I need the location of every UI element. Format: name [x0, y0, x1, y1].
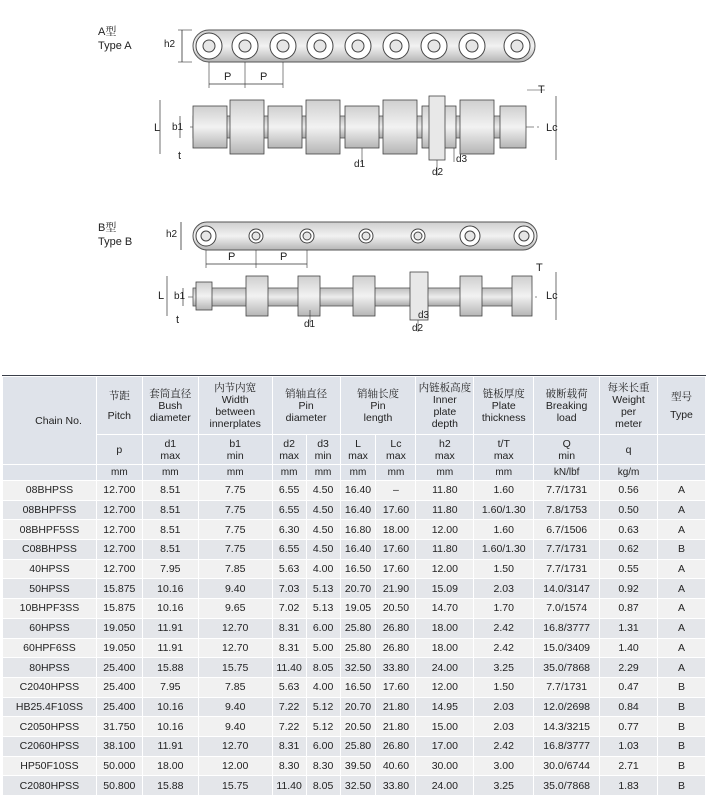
unit-weight: kg/m — [600, 465, 658, 481]
table-cell: 9.40 — [198, 697, 272, 717]
table-cell: 15.88 — [142, 776, 198, 796]
table-cell: 7.75 — [198, 540, 272, 560]
table-cell: 1.60/1.30 — [474, 500, 534, 520]
table-cell: 15.00 — [416, 717, 474, 737]
table-cell: 5.13 — [306, 579, 340, 599]
table-cell: B — [658, 717, 706, 737]
unit-d2: mm — [272, 465, 306, 481]
table-cell: 8.51 — [142, 520, 198, 540]
table-cell: 18.00 — [142, 756, 198, 776]
table-cell: B — [658, 540, 706, 560]
table-cell: 9.65 — [198, 599, 272, 619]
table-cell: 7.8/1753 — [534, 500, 600, 520]
type-b-label-en: Type B — [98, 236, 133, 248]
header-breaking-load: 破断载荷 Breaking load — [534, 377, 600, 435]
table-cell: 8.30 — [306, 756, 340, 776]
table-cell: 2.42 — [474, 638, 534, 658]
table-cell: 11.91 — [142, 618, 198, 638]
type-a-label-cn: A型 — [98, 26, 117, 38]
table-cell: 2.03 — [474, 579, 534, 599]
table-row — [3, 618, 706, 638]
table-cell: 15.75 — [198, 658, 272, 678]
table-cell: B — [658, 736, 706, 756]
unit-l: mm — [340, 465, 376, 481]
table-cell: A — [658, 520, 706, 540]
type-a-side-view — [178, 30, 535, 88]
table-cell: 12.700 — [96, 559, 142, 579]
table-cell: 6.55 — [272, 540, 306, 560]
table-cell: 16.8/3777 — [534, 618, 600, 638]
table-cell: 11.80 — [416, 500, 474, 520]
table-cell: 0.62 — [600, 540, 658, 560]
table-cell: 17.60 — [376, 559, 416, 579]
table-cell: 10.16 — [142, 579, 198, 599]
table-cell: 6.00 — [306, 736, 340, 756]
table-cell: 14.70 — [416, 599, 474, 619]
table-cell: 7.75 — [198, 481, 272, 501]
table-cell: 16.40 — [340, 540, 376, 560]
chain-no-cell: C2080HPSS — [3, 776, 97, 796]
table-cell: 35.0/7868 — [534, 658, 600, 678]
table-cell: 14.3/3215 — [534, 717, 600, 737]
table-cell: A — [658, 599, 706, 619]
table-row — [3, 520, 706, 540]
sym-d2: d2 max — [272, 435, 306, 465]
table-row — [3, 756, 706, 776]
table-row — [3, 736, 706, 756]
table-cell: 7.7/1731 — [534, 559, 600, 579]
dim-d2-b: d2 — [412, 323, 424, 334]
sym-pitch: p — [96, 435, 142, 465]
table-cell: 9.40 — [198, 717, 272, 737]
table-cell: 1.31 — [600, 618, 658, 638]
table-cell: 5.63 — [272, 559, 306, 579]
table-cell: 1.60/1.30 — [474, 540, 534, 560]
table-cell: 0.84 — [600, 697, 658, 717]
table-cell: 35.0/7868 — [534, 776, 600, 796]
table-cell: A — [658, 500, 706, 520]
unit-chain — [3, 465, 97, 481]
table-cell: 26.80 — [376, 638, 416, 658]
table-cell: 25.400 — [96, 658, 142, 678]
chain-no-cell: 10BHPF3SS — [3, 599, 97, 619]
unit-pitch: mm — [96, 465, 142, 481]
table-cell: 20.70 — [340, 697, 376, 717]
table-cell: 12.70 — [198, 638, 272, 658]
table-row — [3, 599, 706, 619]
dim-d1-a: d1 — [354, 159, 366, 170]
table-cell: B — [658, 756, 706, 776]
table-row — [3, 481, 706, 501]
table-cell: 11.80 — [416, 481, 474, 501]
dim-d3-b: d3 — [418, 310, 430, 321]
table-cell: 7.0/1574 — [534, 599, 600, 619]
table-cell: 0.55 — [600, 559, 658, 579]
table-cell: B — [658, 697, 706, 717]
table-cell: 8.05 — [306, 776, 340, 796]
table-cell: 2.42 — [474, 736, 534, 756]
dim-d2-a: d2 — [432, 167, 444, 178]
table-row — [3, 638, 706, 658]
table-cell: A — [658, 481, 706, 501]
table-cell: 15.0/3409 — [534, 638, 600, 658]
table-cell: 7.85 — [198, 559, 272, 579]
unit-h2: mm — [416, 465, 474, 481]
table-cell: 11.80 — [416, 540, 474, 560]
sym-d3: d3 min — [306, 435, 340, 465]
table-cell: 12.00 — [198, 756, 272, 776]
table-cell: 12.700 — [96, 500, 142, 520]
header-plate-thickness: 链板厚度 Plate thickness — [474, 377, 534, 435]
table-cell: 0.47 — [600, 677, 658, 697]
table-cell: 12.700 — [96, 520, 142, 540]
dim-lc-a: Lc — [546, 122, 558, 134]
table-cell: 0.63 — [600, 520, 658, 540]
table-cell: 12.00 — [416, 520, 474, 540]
table-cell: 11.91 — [142, 736, 198, 756]
table-cell: 6.30 — [272, 520, 306, 540]
table-row — [3, 697, 706, 717]
dim-t-upper-b: T — [536, 262, 543, 274]
table-cell: 8.05 — [306, 658, 340, 678]
unit-lc: mm — [376, 465, 416, 481]
chain-no-cell: 40HPSS — [3, 559, 97, 579]
table-cell: 15.875 — [96, 599, 142, 619]
table-cell: 6.55 — [272, 500, 306, 520]
sym-inner-width: b1 min — [198, 435, 272, 465]
sym-load: Q min — [534, 435, 600, 465]
table-cell: 1.40 — [600, 638, 658, 658]
table-cell: 16.8/3777 — [534, 736, 600, 756]
table-row — [3, 559, 706, 579]
table-cell: 16.50 — [340, 559, 376, 579]
table-cell: 33.80 — [376, 776, 416, 796]
dim-h2-a: h2 — [164, 39, 176, 50]
table-cell: 15.88 — [142, 658, 198, 678]
table-cell: 20.70 — [340, 579, 376, 599]
table-cell: 12.0/2698 — [534, 697, 600, 717]
dim-b1-a: b1 — [172, 122, 184, 133]
table-cell: 10.16 — [142, 599, 198, 619]
table-cell: 6.7/1506 — [534, 520, 600, 540]
table-cell: 4.00 — [306, 677, 340, 697]
type-b-label-cn: B型 — [98, 222, 117, 234]
chain-no-cell: 50HPSS — [3, 579, 97, 599]
table-cell: 24.00 — [416, 776, 474, 796]
table-cell: A — [658, 638, 706, 658]
table-cell: 18.00 — [416, 638, 474, 658]
table-cell: 17.60 — [376, 677, 416, 697]
table-cell: 12.70 — [198, 736, 272, 756]
table-cell: 0.50 — [600, 500, 658, 520]
sym-lc: Lc max — [376, 435, 416, 465]
type-a-label-en: Type A — [98, 40, 132, 52]
table-cell: 5.00 — [306, 638, 340, 658]
table-cell: 17.60 — [376, 540, 416, 560]
table-cell: 12.70 — [198, 618, 272, 638]
table-cell: 2.03 — [474, 717, 534, 737]
sym-type — [658, 435, 706, 465]
chain-no-cell: C2050HPSS — [3, 717, 97, 737]
table-cell: 50.000 — [96, 756, 142, 776]
table-cell: 14.0/3147 — [534, 579, 600, 599]
table-cell: 16.40 — [340, 481, 376, 501]
sym-l: L max — [340, 435, 376, 465]
chain-no-cell: 60HPSS — [3, 618, 97, 638]
header-inner-width: 内节内宽 Width between innerplates — [198, 377, 272, 435]
table-cell: 20.50 — [340, 717, 376, 737]
header-pin-length: 销轴长度 Pin length — [340, 377, 416, 435]
table-cell: 19.050 — [96, 618, 142, 638]
table-cell: 0.56 — [600, 481, 658, 501]
header-pin-diameter: 销轴直径 Pin diameter — [272, 377, 340, 435]
table-cell: 5.12 — [306, 697, 340, 717]
table-cell: – — [376, 481, 416, 501]
chain-diagrams — [0, 0, 708, 375]
table-cell: 19.050 — [96, 638, 142, 658]
table-cell: 8.51 — [142, 500, 198, 520]
table-row — [3, 658, 706, 678]
table-row — [3, 579, 706, 599]
dim-p-b2: P — [280, 251, 288, 263]
table-cell: 10.16 — [142, 697, 198, 717]
dim-l-b: L — [158, 290, 165, 302]
dim-l-a: L — [154, 122, 161, 134]
dim-p-a1: P — [224, 71, 232, 83]
sym-h2: h2 max — [416, 435, 474, 465]
table-cell: 12.700 — [96, 540, 142, 560]
table-cell: 31.750 — [96, 717, 142, 737]
table-cell: 8.51 — [142, 540, 198, 560]
chain-no-cell: 08BHPF5SS — [3, 520, 97, 540]
unit-thickness: mm — [474, 465, 534, 481]
table-cell: 12.00 — [416, 559, 474, 579]
table-cell: 24.00 — [416, 658, 474, 678]
table-cell: 2.42 — [474, 618, 534, 638]
chain-no-cell: HP50F10SS — [3, 756, 97, 776]
table-cell: 20.50 — [376, 599, 416, 619]
dim-t-b: t — [176, 314, 180, 326]
table-cell: 16.40 — [340, 500, 376, 520]
dim-b1-b: b1 — [174, 291, 186, 302]
table-cell: A — [658, 658, 706, 678]
chain-no-cell: 08BHPSS — [3, 481, 97, 501]
table-cell: 25.400 — [96, 677, 142, 697]
table-cell: 8.31 — [272, 618, 306, 638]
chain-no-cell: HB25.4F10SS — [3, 697, 97, 717]
type-b-top-view — [167, 272, 556, 332]
table-cell: 5.63 — [272, 677, 306, 697]
table-cell: 2.03 — [474, 697, 534, 717]
table-cell: 21.90 — [376, 579, 416, 599]
table-cell: 38.100 — [96, 736, 142, 756]
table-cell: 11.40 — [272, 776, 306, 796]
spec-table — [2, 376, 706, 796]
header-weight: 每米长重 Weight per meter — [600, 377, 658, 435]
sym-bush: d1 max — [142, 435, 198, 465]
table-cell: 26.80 — [376, 618, 416, 638]
table-cell: 7.22 — [272, 717, 306, 737]
table-cell: 4.50 — [306, 500, 340, 520]
unit-load: kN/lbf — [534, 465, 600, 481]
dim-t-upper-a: T — [538, 84, 545, 96]
table-cell: 1.83 — [600, 776, 658, 796]
diagram-drawing — [0, 0, 708, 375]
table-cell: 6.55 — [272, 481, 306, 501]
table-cell: 15.09 — [416, 579, 474, 599]
table-cell: 11.91 — [142, 638, 198, 658]
table-cell: 16.80 — [340, 520, 376, 540]
table-cell: 11.40 — [272, 658, 306, 678]
header-plate-depth: 内链板高度 Inner plate depth — [416, 377, 474, 435]
table-cell: 25.80 — [340, 638, 376, 658]
table-cell: 1.70 — [474, 599, 534, 619]
sym-weight: q — [600, 435, 658, 465]
table-cell: 32.50 — [340, 658, 376, 678]
table-cell: 39.50 — [340, 756, 376, 776]
sym-thickness: t/T max — [474, 435, 534, 465]
table-cell: 9.40 — [198, 579, 272, 599]
table-cell: 12.00 — [416, 677, 474, 697]
table-cell: 30.0/6744 — [534, 756, 600, 776]
table-cell: 15.875 — [96, 579, 142, 599]
table-cell: 0.87 — [600, 599, 658, 619]
table-cell: 19.05 — [340, 599, 376, 619]
table-cell: B — [658, 776, 706, 796]
chain-no-cell: C08BHPSS — [3, 540, 97, 560]
table-cell: 3.25 — [474, 776, 534, 796]
header-pitch: 节距 Pitch — [96, 377, 142, 435]
table-cell: 8.31 — [272, 736, 306, 756]
table-cell: 18.00 — [416, 618, 474, 638]
table-cell: 7.7/1731 — [534, 677, 600, 697]
table-row — [3, 776, 706, 796]
table-cell: 21.80 — [376, 697, 416, 717]
table-cell: 0.92 — [600, 579, 658, 599]
chain-no-cell: 08BHPFSS — [3, 500, 97, 520]
table-cell: 1.03 — [600, 736, 658, 756]
table-cell: 12.700 — [96, 481, 142, 501]
table-cell: 1.50 — [474, 677, 534, 697]
table-cell: 7.22 — [272, 697, 306, 717]
table-cell: 7.75 — [198, 500, 272, 520]
table-cell: A — [658, 559, 706, 579]
table-cell: 4.50 — [306, 481, 340, 501]
chain-no-cell: 80HPSS — [3, 658, 97, 678]
chain-no-cell: C2060HPSS — [3, 736, 97, 756]
header-chain-no: Chain No. — [3, 377, 97, 465]
table-cell: 0.77 — [600, 717, 658, 737]
table-cell: B — [658, 677, 706, 697]
table-cell: 15.75 — [198, 776, 272, 796]
table-cell: 7.75 — [198, 520, 272, 540]
table-row — [3, 717, 706, 737]
table-cell: 3.25 — [474, 658, 534, 678]
table-cell: 16.50 — [340, 677, 376, 697]
table-cell: 50.800 — [96, 776, 142, 796]
table-cell: 1.50 — [474, 559, 534, 579]
table-cell: 25.80 — [340, 736, 376, 756]
table-cell: 6.00 — [306, 618, 340, 638]
table-cell: 8.51 — [142, 481, 198, 501]
chain-no-cell: C2040HPSS — [3, 677, 97, 697]
table-cell: 30.00 — [416, 756, 474, 776]
table-cell: 17.00 — [416, 736, 474, 756]
dim-p-a2: P — [260, 71, 268, 83]
table-cell: 1.60 — [474, 520, 534, 540]
table-cell: A — [658, 579, 706, 599]
table-row — [3, 540, 706, 560]
table-cell: 25.80 — [340, 618, 376, 638]
dim-d1-b: d1 — [304, 319, 316, 330]
table-cell: 7.7/1731 — [534, 481, 600, 501]
table-cell: 7.95 — [142, 559, 198, 579]
dim-p-b1: P — [228, 251, 236, 263]
header-bush: 套筒直径 Bush diameter — [142, 377, 198, 435]
table-cell: 33.80 — [376, 658, 416, 678]
table-cell: 4.50 — [306, 520, 340, 540]
table-row — [3, 500, 706, 520]
table-cell: 7.03 — [272, 579, 306, 599]
table-cell: 4.00 — [306, 559, 340, 579]
table-cell: 21.80 — [376, 717, 416, 737]
table-cell: 14.95 — [416, 697, 474, 717]
header-type: 型号 Type — [658, 377, 706, 435]
table-cell: 40.60 — [376, 756, 416, 776]
table-cell: 7.95 — [142, 677, 198, 697]
unit-inner-width: mm — [198, 465, 272, 481]
dim-h2-b: h2 — [166, 229, 178, 240]
unit-type — [658, 465, 706, 481]
table-cell: 10.16 — [142, 717, 198, 737]
table-cell: 3.00 — [474, 756, 534, 776]
table-cell: 32.50 — [340, 776, 376, 796]
table-cell: 5.12 — [306, 717, 340, 737]
unit-d3: mm — [306, 465, 340, 481]
table-cell: 8.31 — [272, 638, 306, 658]
dim-t-a: t — [178, 150, 182, 162]
unit-bush: mm — [142, 465, 198, 481]
table-cell: 7.85 — [198, 677, 272, 697]
table-row — [3, 677, 706, 697]
table-cell: 7.02 — [272, 599, 306, 619]
table-cell: 17.60 — [376, 500, 416, 520]
table-cell: 4.50 — [306, 540, 340, 560]
table-cell: 5.13 — [306, 599, 340, 619]
chain-no-cell: 60HPF6SS — [3, 638, 97, 658]
dim-lc-b: Lc — [546, 290, 558, 302]
table-cell: 7.7/1731 — [534, 540, 600, 560]
table-cell: A — [658, 618, 706, 638]
table-cell: 2.29 — [600, 658, 658, 678]
table-cell: 26.80 — [376, 736, 416, 756]
table-cell: 25.400 — [96, 697, 142, 717]
table-cell: 18.00 — [376, 520, 416, 540]
table-cell: 8.30 — [272, 756, 306, 776]
table-cell: 2.71 — [600, 756, 658, 776]
table-cell: 1.60 — [474, 481, 534, 501]
table-body — [3, 481, 706, 796]
dim-d3-a: d3 — [456, 154, 468, 165]
